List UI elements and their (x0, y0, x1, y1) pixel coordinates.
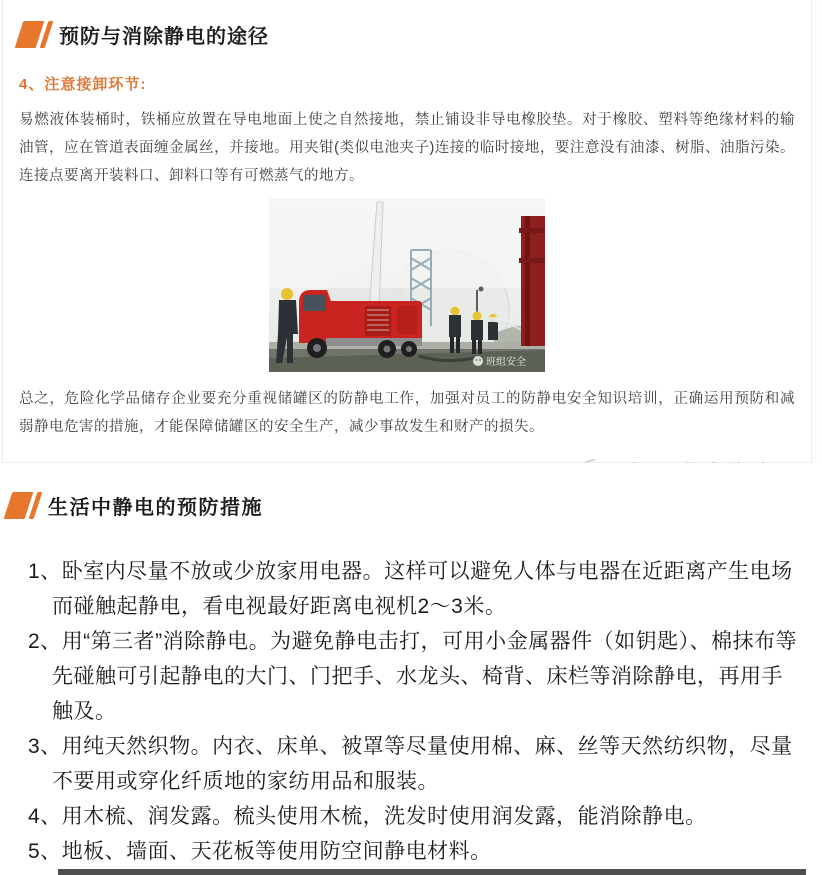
section-divider (0, 463, 822, 477)
section-static-prevention-card (2, 0, 812, 463)
list-item-number: 4、 (28, 805, 62, 828)
section1-heading-row (19, 20, 795, 49)
list-item-number: 5、 (28, 840, 62, 863)
svg-text:班组安全: 班组安全 (486, 357, 526, 368)
next-image-edge (58, 869, 806, 875)
list-item-number: 2、 (28, 630, 62, 653)
section1-paragraph-2: 总之，危险化学品储存企业要充分重视储罐区的防静电工作，加强对员工的防静电安全知识培训，正确运用预防和减弱静电危害的措施，才能保障储罐区的安全生产，减少事故发生和财产的损失。 (19, 391, 795, 435)
orange-slash-icon (19, 21, 49, 48)
list-item (28, 624, 802, 729)
section1-title: 预防与消除静电的途径 (59, 26, 269, 48)
section1-paragraph-1: 易燃液体装桶时，铁桶应放置在导电地面上使之自然接地，禁止铺设非导电橡胶垫。对于橡胶、塑料等绝缘材料的输油管，应在管道表面缠金属丝，并接地。用夹钳(类似电池夹子)连接的临时接地，要注意没有油漆、树脂、油脂污染。连接点要离开装料口、卸料口等有可燃蒸气的地方。 (19, 112, 795, 184)
section2-title: 生活中静电的预防措施 (48, 497, 263, 519)
prevention-tips-list (28, 554, 802, 869)
list-item-text: 用木梳、润发露。梳头使用木梳，洗发时使用润发露，能消除静电。 (61, 805, 707, 828)
list-item-number: 3、 (28, 735, 62, 758)
fire-drill-photo[interactable] (269, 198, 545, 372)
section2-heading-row (8, 491, 806, 520)
list-item (28, 799, 802, 834)
fire-drill-photo-graphic (269, 198, 545, 372)
orange-slash-icon (8, 492, 38, 519)
section-daily-life-measures (0, 477, 822, 875)
list-item-number: 1、 (28, 560, 62, 583)
list-item (28, 834, 802, 869)
list-item-text: 用纯天然织物。内衣、床单、被罩等尽量使用棉、麻、丝等天然纺织物，尽量不要用或穿化纤质地的家纺用品和服装。 (52, 735, 793, 793)
list-item-text: 地板、墙面、天花板等使用防空间静电材料。 (61, 840, 492, 863)
list-item (28, 729, 802, 799)
list-item-text: 用“第三者”消除静电。为避免静电击打，可用小金属器件（如钥匙）、棉抹布等先碰触可引起静电的大门、门把手、水龙头、椅背、床栏等消除静电，再用手触及。 (52, 630, 798, 723)
list-item-text: 卧室内尽量不放或少放家用电器。这样可以避免人体与电器在近距离产生电场而碰触起静电，看电视最好距离电视机2～3米。 (52, 560, 793, 618)
list-item (28, 554, 802, 624)
section1-subheading: 4、注意接卸环节: (19, 76, 147, 93)
